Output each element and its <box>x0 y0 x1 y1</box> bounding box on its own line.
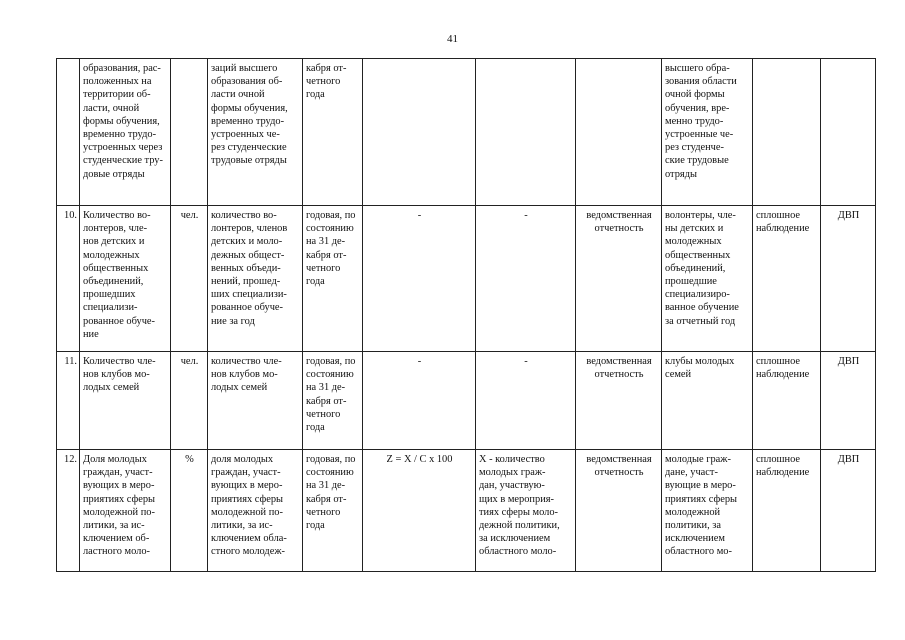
row-number: 10. <box>57 206 80 352</box>
observation-unit: волонтеры, чле- ны детских и молодежных общественных объединений, прошедшие специализиро- ванное обучение за отчетный год <box>662 206 753 352</box>
data-source: ведомственная отчетность <box>576 206 662 352</box>
row-number: 11. <box>57 352 80 450</box>
row-number <box>57 59 80 206</box>
collection-method: сплошное наблюдение <box>753 450 821 572</box>
page-number: 41 <box>447 33 458 45</box>
formula <box>363 59 476 206</box>
indicator-name: Количество во- лонтеров, чле- нов детских и молодежных общественных объединений, прошедших специализи- рованное обуче- ние <box>80 206 171 352</box>
row-number: 12. <box>57 450 80 572</box>
periodicity: годовая, по состоянию на 31 де- кабря от- четного года <box>303 206 363 352</box>
formula: - <box>363 206 476 352</box>
table-row <box>57 206 876 352</box>
formula: - <box>363 352 476 450</box>
data-source: ведомственная отчетность <box>576 450 662 572</box>
table-row <box>57 352 876 450</box>
indicator-name: Количество чле- нов клубов мо- лодых семей <box>80 352 171 450</box>
formula: Z = X / C x 100 <box>363 450 476 572</box>
periodicity: годовая, по состоянию на 31 де- кабря от- четного года <box>303 450 363 572</box>
observation-unit: высшего обра- зования области очной формы обучения, вре- менно трудо- устроенные че- рез студенче- ские трудовые отряды <box>662 59 753 206</box>
collection-method: сплошное наблюдение <box>753 352 821 450</box>
basic-indicators: - <box>476 352 576 450</box>
unit-of-measure <box>171 59 208 206</box>
collection-method <box>753 59 821 206</box>
indicator-name: образования, рас- положенных на территории об- ласти, очной формы обучения, временно трудо- устроенных через студенческие тру- довые отряды <box>80 59 171 206</box>
table-row <box>57 450 876 572</box>
data-source <box>576 59 662 206</box>
unit-of-measure: чел. <box>171 206 208 352</box>
indicator-definition: доля молодых граждан, участ- вующих в меро- приятиях сферы молодежной по- литики, за ис- ключением обла- стного молодеж- <box>208 450 303 572</box>
periodicity: годовая, по состоянию на 31 де- кабря от- четного года <box>303 352 363 450</box>
table-row <box>57 59 876 206</box>
indicator-definition: заций высшего образования об- ласти очной формы обучения, временно трудо- устроенных че- рез студенческие трудовые отряды <box>208 59 303 206</box>
indicators-table <box>56 58 876 572</box>
observation-unit: молодые граж- дане, участ- вующие в меро- приятиях сферы молодежной политики, за исключением областного мо- <box>662 450 753 572</box>
responsible: ДВП <box>821 450 876 572</box>
periodicity: кабря от- четного года <box>303 59 363 206</box>
responsible: ДВП <box>821 352 876 450</box>
indicator-definition: количество во- лонтеров, членов детских и моло- дежных общест- венных объеди- нений, прошед- ших специализи- рованное обуче- ние за год <box>208 206 303 352</box>
responsible: ДВП <box>821 206 876 352</box>
basic-indicators: X - количество молодых граж- дан, участвую- щих в мероприя- тиях сферы моло- дежной политики, за исключением областного моло- <box>476 450 576 572</box>
responsible <box>821 59 876 206</box>
data-source: ведомственная отчетность <box>576 352 662 450</box>
basic-indicators <box>476 59 576 206</box>
observation-unit: клубы молодых семей <box>662 352 753 450</box>
indicator-name: Доля молодых граждан, участ- вующих в меро- приятиях сферы молодежной по- литики, за ис- ключением об- ластного моло- <box>80 450 171 572</box>
indicator-definition: количество чле- нов клубов мо- лодых семей <box>208 352 303 450</box>
unit-of-measure: чел. <box>171 352 208 450</box>
unit-of-measure: % <box>171 450 208 572</box>
basic-indicators: - <box>476 206 576 352</box>
collection-method: сплошное наблюдение <box>753 206 821 352</box>
